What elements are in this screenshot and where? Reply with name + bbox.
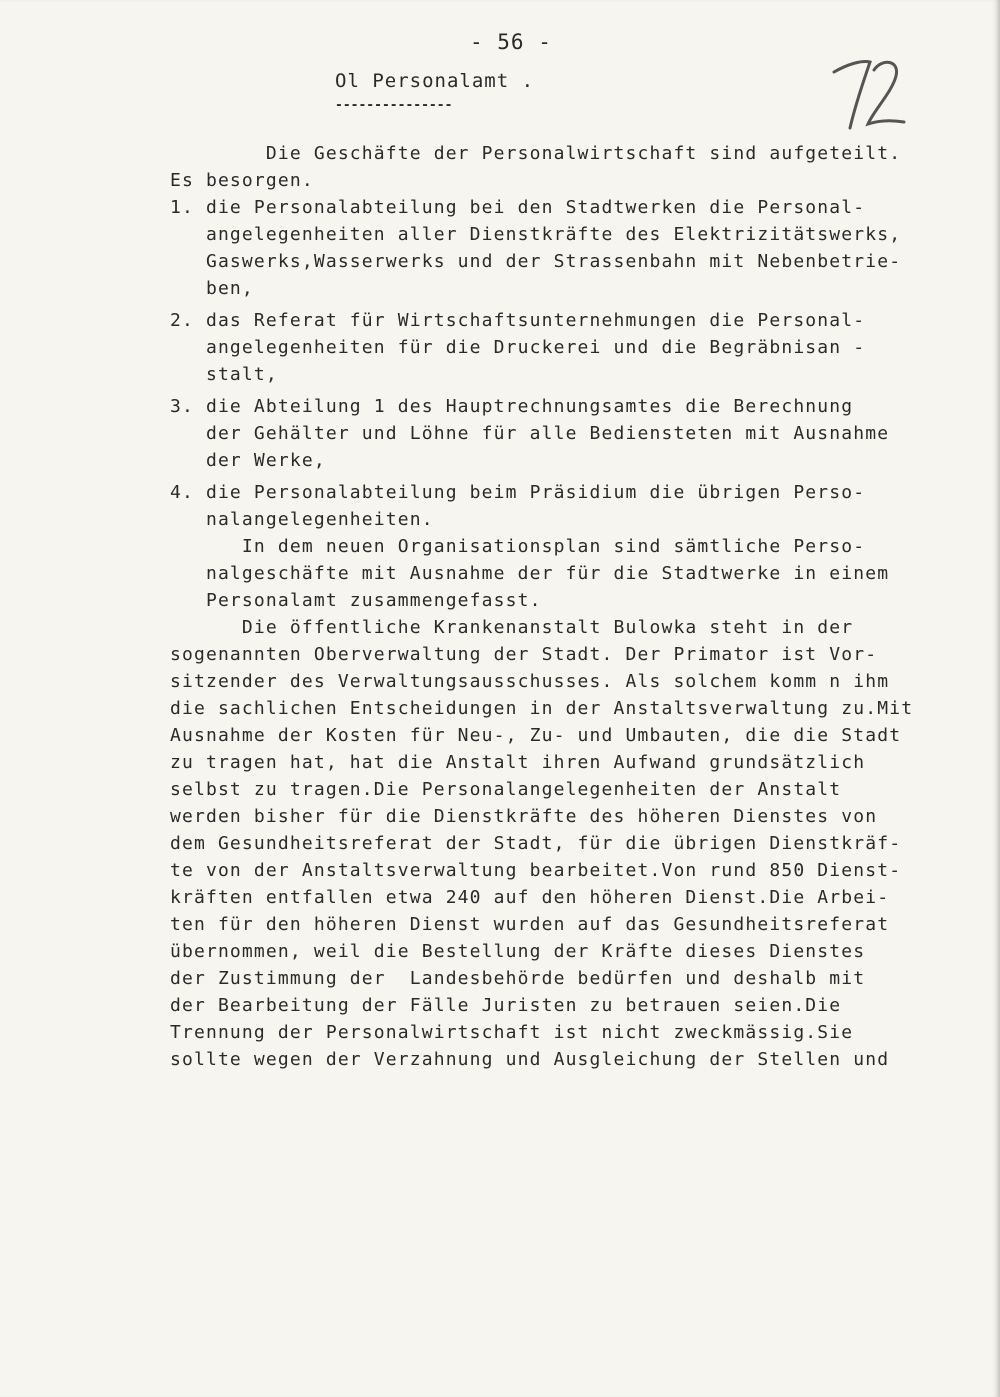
text-line: 2. das Referat für Wirtschaftsunternehmungen die Personal- [170,310,866,331]
text-line: zu tragen hat, hat die Anstalt ihren Aufwand grundsätzlich [170,752,866,773]
handwritten-folio-number [828,50,908,135]
body-text [170,140,940,1073]
text-line: der Werke, [170,450,326,471]
text-line: der Zustimmung der Landesbehörde bedürfen und deshalb mit [170,968,866,989]
text-line: die sachlichen Entscheidungen in der Anstaltsverwaltung zu.Mit [170,698,914,719]
text-line: übernommen, weil die Bestellung der Kräfte dieses Dienstes [170,941,866,962]
text-line: Trennung der Personalwirtschaft ist nicht zweckmässig.Sie [170,1022,854,1043]
heading-underline: --------------- [335,98,453,113]
text-line: sogenannten Oberverwaltung der Stadt. Der Primator ist Vor- [170,644,878,665]
text-line: Personalamt zusammengefasst. [170,590,542,611]
text-line: angelegenheiten aller Dienstkräfte des Elektrizitätswerks, [170,224,902,245]
text-line: ten für den höheren Dienst wurden auf das Gesundheitsreferat [170,914,890,935]
text-line: kräften entfallen etwa 240 auf den höheren Dienst.Die Arbei- [170,887,890,908]
text-line: 3. die Abteilung 1 des Hauptrechnungsamtes die Berechnung [170,396,854,417]
text-line: Ausnahme der Kosten für Neu-, Zu- und Umbauten, die die Stadt [170,725,902,746]
text-line: Gaswerks,Wasserwerks und der Strassenbahn mit Nebenbetrie- [170,251,902,272]
text-line: Es besorgen. [170,170,314,191]
section-heading: Ol Personalamt . [335,70,535,92]
text-line: In dem neuen Organisationsplan sind sämtliche Perso- [170,536,866,557]
text-line: sollte wegen der Verzahnung und Ausgleichung der Stellen und [170,1049,890,1070]
text-line: Die Geschäfte der Personalwirtschaft sind aufgeteilt. [170,143,902,164]
text-line: 1. die Personalabteilung bei den Stadtwerken die Personal- [170,197,866,218]
text-line: werden bisher für die Dienstkräfte des höheren Dienstes von [170,806,878,827]
text-line: sitzender des Verwaltungsausschusses. Als solchem komm n ihm [170,671,890,692]
text-line: dem Gesundheitsreferat der Stadt, für die übrigen Dienstkräf- [170,833,902,854]
text-line: ben, [170,278,254,299]
text-line: Die öffentliche Krankenanstalt Bulowka steht in der [170,617,854,638]
page-number: - 56 - [470,30,552,54]
text-line: 4. die Personalabteilung beim Präsidium die übrigen Perso- [170,482,866,503]
text-line: der Bearbeitung der Fälle Juristen zu betrauen seien.Die [170,995,842,1016]
text-line: nalgeschäfte mit Ausnahme der für die Stadtwerke in einem [170,563,890,584]
text-line: angelegenheiten für die Druckerei und die Begräbnisan - [170,337,866,358]
text-line: stalt, [170,364,278,385]
text-line: nalangelegenheiten. [170,509,434,530]
text-line: selbst zu tragen.Die Personalangelegenheiten der Anstalt [170,779,842,800]
text-line: der Gehälter und Löhne für alle Bediensteten mit Ausnahme [170,423,890,444]
text-line: te von der Anstaltsverwaltung bearbeitet.Von rund 850 Dienst- [170,860,902,881]
